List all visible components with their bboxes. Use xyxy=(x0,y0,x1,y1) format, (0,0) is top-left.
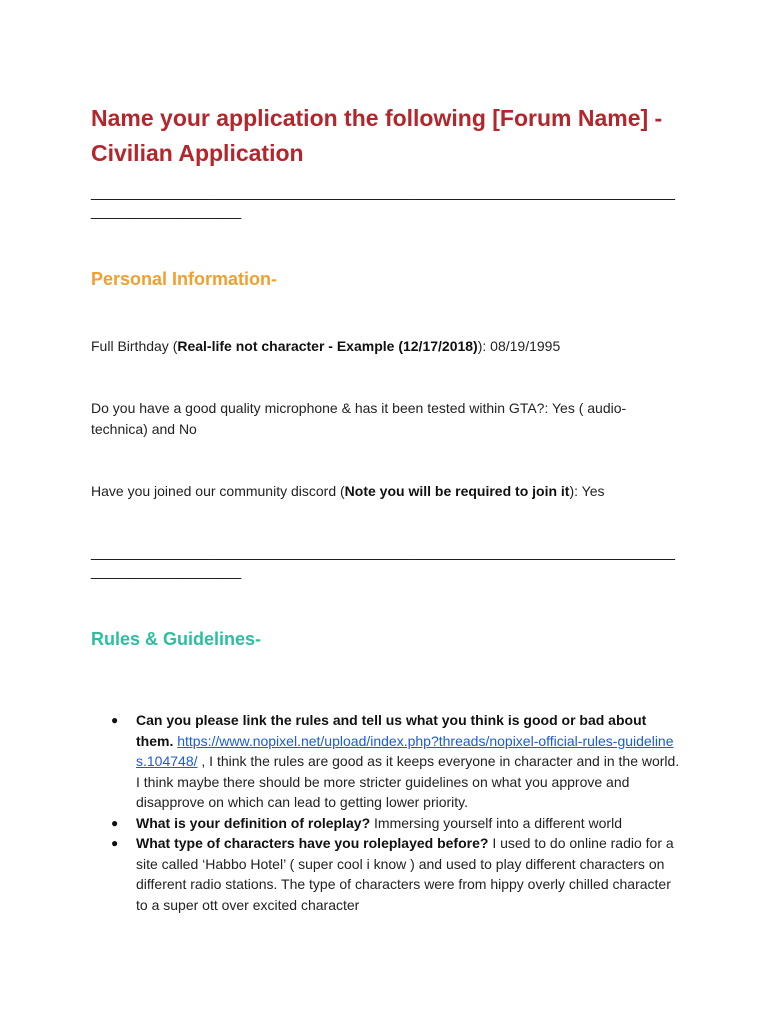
rules-link[interactable]: https://www.nopixel.net/upload/index.php?threads/nopixel-official-rules-guidelines.104748/ xyxy=(136,732,674,769)
rules-link-answer: , I think the rules are good as it keeps everyone in character and in the world. I think maybe there should be more stricter guidelines on what you approve and disapprove on which can lead to getting lower priority. xyxy=(136,753,680,810)
list-item xyxy=(91,813,681,834)
character-types-question: What type of characters have you roleplayed before? xyxy=(136,835,489,851)
birthday-label-start: Full Birthday ( xyxy=(91,338,178,354)
personal-information-heading: Personal Information- xyxy=(91,269,278,289)
microphone-question xyxy=(91,398,681,440)
divider-line-bottom: ________________________________________________________________________________________ xyxy=(91,544,675,580)
bullet-icon: ● xyxy=(111,836,119,850)
list-item xyxy=(91,710,681,813)
discord-question xyxy=(91,481,681,502)
discord-answer: Yes xyxy=(581,483,605,499)
character-types-answer: I used to do online radio for a site called ‘Habbo Hotel’ ( super cool i know ) and used to play different characters on different radio stations. The type of characters were from hippy overly chilled character to a super ott over excited character xyxy=(136,835,674,913)
roleplay-definition-answer: Immersing yourself into a different world xyxy=(370,814,622,831)
discord-label-end: ): xyxy=(569,483,582,499)
birthday-label-bold: Real-life not character - Example (12/17/2018) xyxy=(177,338,478,354)
birthday-label-end: ): xyxy=(477,338,491,354)
birthday-question xyxy=(91,336,681,357)
divider-line-top: ________________________________________________________________________________________ xyxy=(91,184,675,220)
birthday-answer: 08/19/1995 xyxy=(490,338,561,354)
discord-label-bold: Note you will be required to join it xyxy=(344,483,570,499)
microphone-answer: Yes ( audio-technica) and No xyxy=(91,400,627,437)
rules-question-list xyxy=(91,710,681,915)
rules-guidelines-heading: Rules & Guidelines- xyxy=(91,629,262,649)
bullet-icon: ● xyxy=(111,713,119,727)
document-title: Name your application the following [Forum Name] - Civilian Application xyxy=(91,105,663,166)
discord-label-start: Have you joined our community discord ( xyxy=(91,483,345,499)
rules-link-question: Can you please link the rules and tell us what you think is good or bad about them. xyxy=(136,712,647,749)
microphone-question-text: Do you have a good quality microphone & has it been tested within GTA?: xyxy=(91,400,552,416)
roleplay-definition-question: What is your definition of roleplay? xyxy=(136,814,371,831)
list-item xyxy=(91,833,681,915)
bullet-icon: ● xyxy=(111,815,119,830)
